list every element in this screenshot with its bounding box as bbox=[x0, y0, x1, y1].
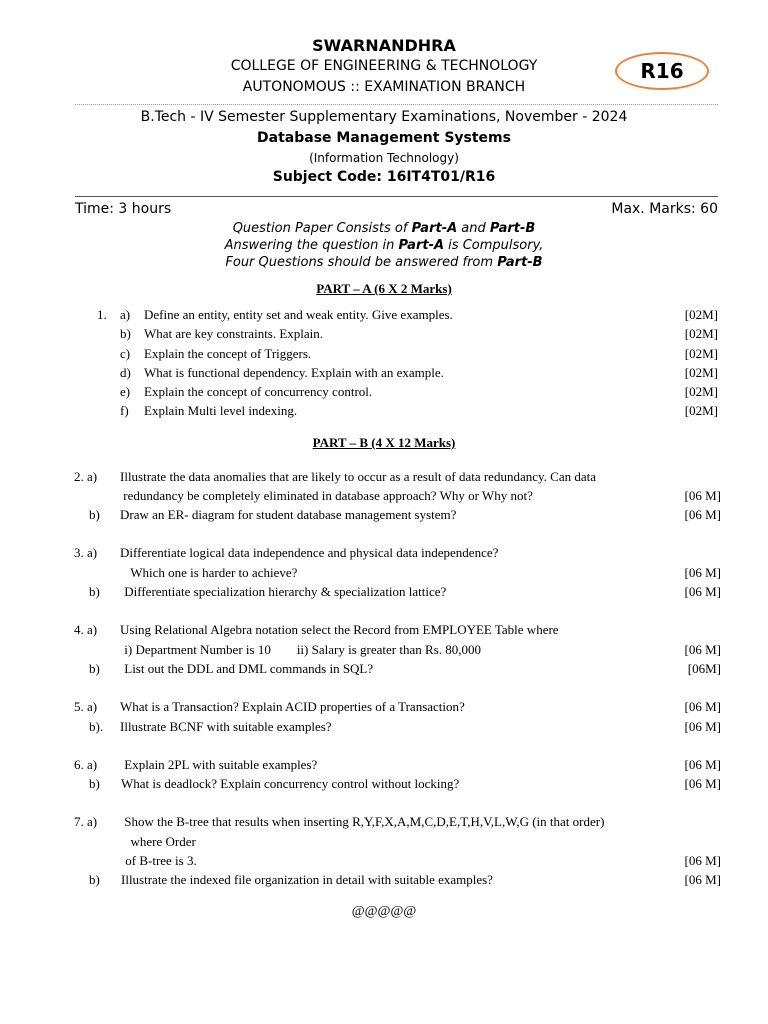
branch-name: (Information Technology) bbox=[309, 151, 459, 165]
part-b-question-marks: [06 M] bbox=[684, 776, 721, 791]
part-b-question-text: of B-tree is 3. bbox=[122, 853, 197, 868]
part-a-item-text: What is functional dependency. Explain with an example. bbox=[144, 365, 444, 380]
part-b-question-marks: [06 M] bbox=[684, 853, 721, 868]
part-a-item-marks: [02M] bbox=[684, 307, 718, 322]
part-b-question-marks: [06 M] bbox=[684, 507, 721, 522]
part-a-item-text: What are key constraints. Explain. bbox=[144, 326, 324, 341]
part-b-question-text: Illustrate BCNF with suitable examples? bbox=[120, 719, 332, 734]
part-b-heading: PART – B (4 X 12 Marks) bbox=[312, 435, 456, 450]
part-a-heading: PART – A (6 X 2 Marks) bbox=[316, 281, 452, 296]
part-b-question-number: 7. a) bbox=[74, 814, 98, 829]
exam-title: B.Tech - IV Semester Supplementary Examinations, November - 2024 bbox=[140, 109, 628, 125]
part-a-item-text: Explain Multi level indexing. bbox=[144, 403, 298, 418]
part-a-item-label: b) bbox=[120, 326, 131, 341]
part-a-item-marks: [02M] bbox=[684, 384, 718, 399]
part-a-item-marks: [02M] bbox=[684, 365, 718, 380]
part-b-question-number: b) bbox=[89, 661, 100, 676]
instruction-line-1: Question Paper Consists of Part-A and Part-B bbox=[232, 221, 536, 236]
examination-branch: AUTONOMOUS :: EXAMINATION BRANCH bbox=[242, 79, 526, 95]
part-a-item-marks: [02M] bbox=[684, 326, 718, 341]
part-b-question-text: Illustrate the data anomalies that are likely to occur as a result of data redundancy. Can data bbox=[120, 469, 596, 484]
part-a-item-label: e) bbox=[120, 384, 131, 399]
part-b-question-text: What is deadlock? Explain concurrency control without locking? bbox=[121, 776, 460, 791]
part-b-question-text: Illustrate the indexed file organization in detail with suitable examples? bbox=[121, 872, 493, 887]
part-b-question-text: List out the DDL and DML commands in SQL? bbox=[121, 661, 374, 676]
college-name: SWARNANDHRA bbox=[312, 36, 456, 55]
part-b-question-number: b) bbox=[89, 776, 100, 791]
regulation-badge: R16 bbox=[615, 52, 709, 90]
part-b-question-text: redundancy be completely eliminated in database approach? Why or Why not? bbox=[120, 488, 533, 503]
part-b-question-text: Using Relational Algebra notation select the Record from EMPLOYEE Table where bbox=[120, 622, 559, 637]
part-b-question-marks: [06 M] bbox=[684, 699, 721, 714]
part-b-question-text: Differentiate logical data independence and physical data independence? bbox=[120, 545, 499, 560]
part-b-question-text: i) Department Number is 10 ii) Salary is greater than Rs. 80,000 bbox=[121, 642, 481, 657]
part-a-item-text: Explain the concept of Triggers. bbox=[144, 346, 312, 361]
part-b-question-marks: [06 M] bbox=[684, 488, 721, 503]
title-divider bbox=[75, 196, 718, 197]
part-b-question-number: 6. a) bbox=[74, 757, 98, 772]
part-a-item-label: a) bbox=[120, 307, 131, 322]
part-b-question-number: 4. a) bbox=[74, 622, 98, 637]
part-a-item-label: c) bbox=[120, 346, 131, 361]
part-b-question-text: Which one is harder to achieve? bbox=[124, 565, 298, 580]
part-b-question-number: b). bbox=[89, 719, 104, 734]
instruction-line-3: Four Questions should be answered from Part-B bbox=[225, 255, 543, 270]
part-a-item-marks: [02M] bbox=[684, 403, 718, 418]
part-b-question-number: b) bbox=[89, 872, 100, 887]
part-a-item-label: f) bbox=[120, 403, 129, 418]
part-b-question-number: 3. a) bbox=[74, 545, 98, 560]
part-b-question-marks: [06 M] bbox=[684, 719, 721, 734]
part-b-question-text: where Order bbox=[124, 834, 196, 849]
part-b-question-text: Show the B-tree that results when inserting R,Y,F,X,A,M,C,D,E,T,H,V,L,W,G (in that order) bbox=[121, 814, 605, 829]
exam-duration: Time: 3 hours bbox=[75, 201, 172, 217]
part-b-question-text: Differentiate specialization hierarchy & specialization lattice? bbox=[121, 584, 447, 599]
part-b-question-marks: [06 M] bbox=[684, 565, 721, 580]
part-b-question-marks: [06 M] bbox=[684, 584, 721, 599]
part-b-question-text: What is a Transaction? Explain ACID properties of a Transaction? bbox=[120, 699, 465, 714]
end-of-paper-marker: @@@@@ bbox=[351, 904, 417, 919]
header-divider bbox=[75, 104, 718, 105]
instruction-line-2: Answering the question in Part-A is Compulsory, bbox=[224, 238, 544, 253]
part-b-question-text: Explain 2PL with suitable examples? bbox=[121, 757, 318, 772]
part-b-question-marks: [06 M] bbox=[684, 642, 721, 657]
college-subtitle: COLLEGE OF ENGINEERING & TECHNOLOGY bbox=[230, 58, 538, 74]
part-a-item-text: Define an entity, entity set and weak entity. Give examples. bbox=[144, 307, 453, 322]
subject-code: Subject Code: 16IT4T01/R16 bbox=[272, 169, 496, 185]
part-b-question-text: Draw an ER- diagram for student database management system? bbox=[120, 507, 457, 522]
part-b-question-number: b) bbox=[89, 584, 100, 599]
part-a-item-label: d) bbox=[120, 365, 131, 380]
part-b-question-marks: [06 M] bbox=[684, 757, 721, 772]
part-b-question-number: b) bbox=[89, 507, 100, 522]
subject-name: Database Management Systems bbox=[257, 130, 511, 146]
part-b-question-number: 2. a) bbox=[74, 469, 98, 484]
part-b-question-marks: [06 M] bbox=[684, 872, 721, 887]
part-a-item-marks: [02M] bbox=[684, 346, 718, 361]
question-1-number: 1. bbox=[97, 307, 107, 322]
part-b-question-number: 5. a) bbox=[74, 699, 98, 714]
part-b-question-marks: [06M] bbox=[687, 661, 721, 676]
part-a-item-text: Explain the concept of concurrency control. bbox=[144, 384, 373, 399]
max-marks: Max. Marks: 60 bbox=[611, 201, 718, 217]
